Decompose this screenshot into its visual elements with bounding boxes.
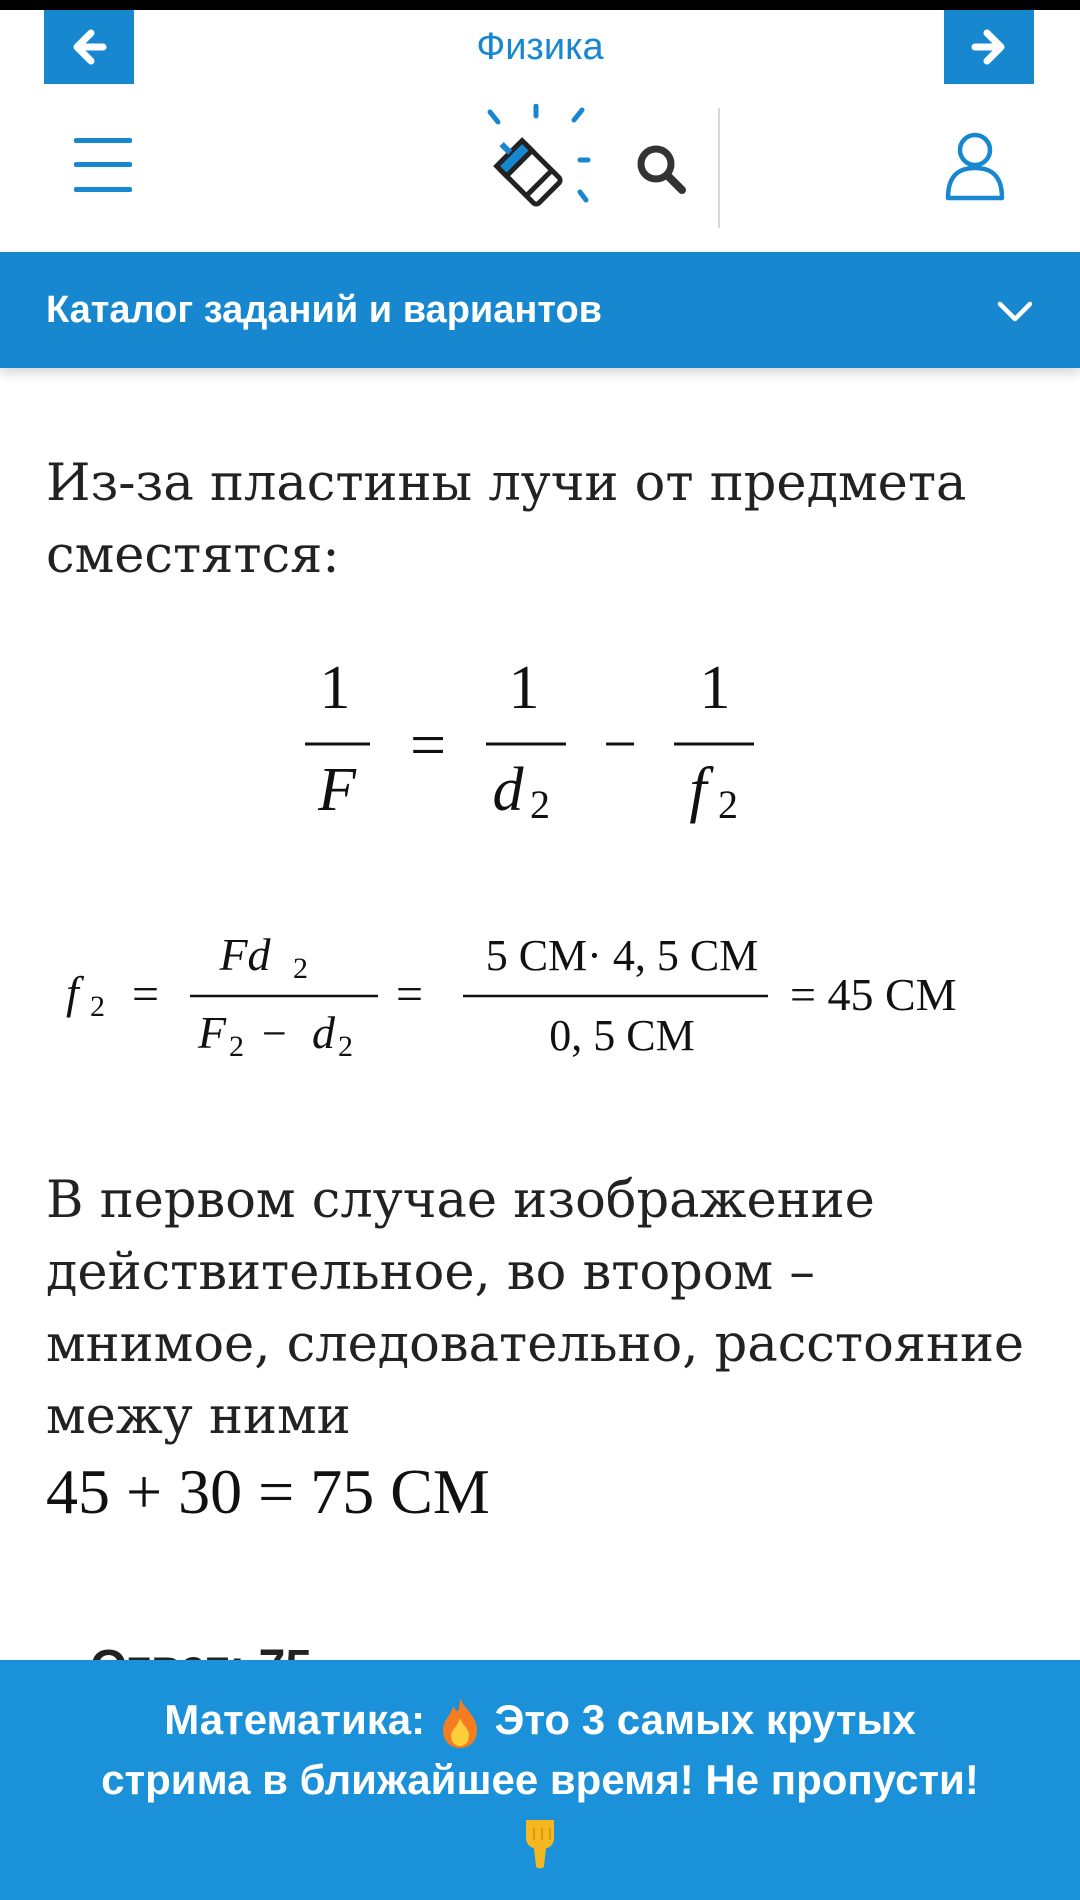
banner-text: [90, 1690, 990, 1870]
pencil-logo-icon[interactable]: [484, 104, 594, 230]
solution-content-2: [46, 1165, 1036, 1453]
catalog-label: Каталог заданий и вариантов: [46, 289, 603, 331]
eq1-equals: =: [409, 709, 447, 780]
eq2-frac2-denominator: 0, 5 СМ: [549, 1011, 695, 1060]
eq1-term2-subscript: 2: [718, 782, 738, 827]
status-strip: [0, 0, 1080, 10]
eq1-term1-subscript: 2: [530, 782, 550, 827]
eq2-frac1-numerator-subscript: 2: [293, 952, 308, 985]
pointing-down-emoji: [520, 1816, 560, 1870]
eq2-frac1-den-b-subscript: 2: [338, 1030, 353, 1063]
promo-banner[interactable]: [0, 1660, 1080, 1900]
eq2-frac1-den-minus: −: [262, 1009, 287, 1058]
eq2-frac1-den-a-subscript: 2: [229, 1030, 244, 1063]
next-subject-button[interactable]: [944, 10, 1034, 84]
fire-emoji: [437, 1696, 483, 1750]
eq2-equals-1: =: [132, 968, 160, 1021]
subject-bar: [0, 10, 1080, 84]
header-divider: [718, 108, 720, 228]
eq1-term1-denominator: d: [492, 756, 524, 824]
eq2-frac2-numerator: 5 СМ· 4, 5 СМ: [485, 931, 759, 980]
eq1-term2-numerator: 1: [699, 654, 731, 722]
eq2-lhs: f: [66, 967, 79, 1018]
chevron-down-icon: [994, 290, 1036, 332]
arrow-left-icon: [67, 25, 111, 69]
site-header: [0, 84, 1080, 252]
eq2-frac1-den-b: d: [312, 1007, 335, 1058]
banner-message: Это 3 самых крутых стрима в ближайшее время! Не пропусти!: [101, 1696, 979, 1803]
eq1-lhs-denominator: F: [318, 756, 356, 824]
eq2-frac1-den-a: F: [198, 1007, 227, 1058]
menu-icon[interactable]: [74, 134, 132, 196]
eq1-term2-denominator: f: [689, 756, 707, 824]
search-icon[interactable]: [634, 142, 688, 196]
image-distance-equation: [0, 930, 1080, 1080]
eq2-result: = 45 СМ: [790, 969, 957, 1020]
lens-equation: [0, 648, 1080, 848]
final-equation: 45 + 30 = 75 СМ: [46, 1456, 490, 1527]
subject-title: Физика: [476, 26, 604, 68]
solution-paragraph-1: Из-за пластины лучи от предмета сместятся:: [46, 454, 967, 585]
solution-content: [46, 448, 1036, 592]
eq2-frac1-numerator: Fd: [219, 930, 271, 980]
prev-subject-button[interactable]: [44, 10, 134, 84]
banner-subject: Математика:: [164, 1696, 426, 1743]
eq2-lhs-subscript: 2: [90, 990, 105, 1023]
eq1-lhs-numerator: 1: [319, 654, 351, 722]
user-icon[interactable]: [944, 130, 1006, 202]
arrow-right-icon: [967, 25, 1011, 69]
eq1-term1-numerator: 1: [508, 654, 540, 722]
eq2-equals-2: =: [396, 968, 424, 1021]
eq1-minus: −: [603, 711, 637, 777]
catalog-dropdown[interactable]: [0, 252, 1080, 368]
solution-paragraph-2: В первом случае изображение действительное, во втором – мнимое, следовательно, расстояние межу ними: [46, 1171, 1025, 1446]
